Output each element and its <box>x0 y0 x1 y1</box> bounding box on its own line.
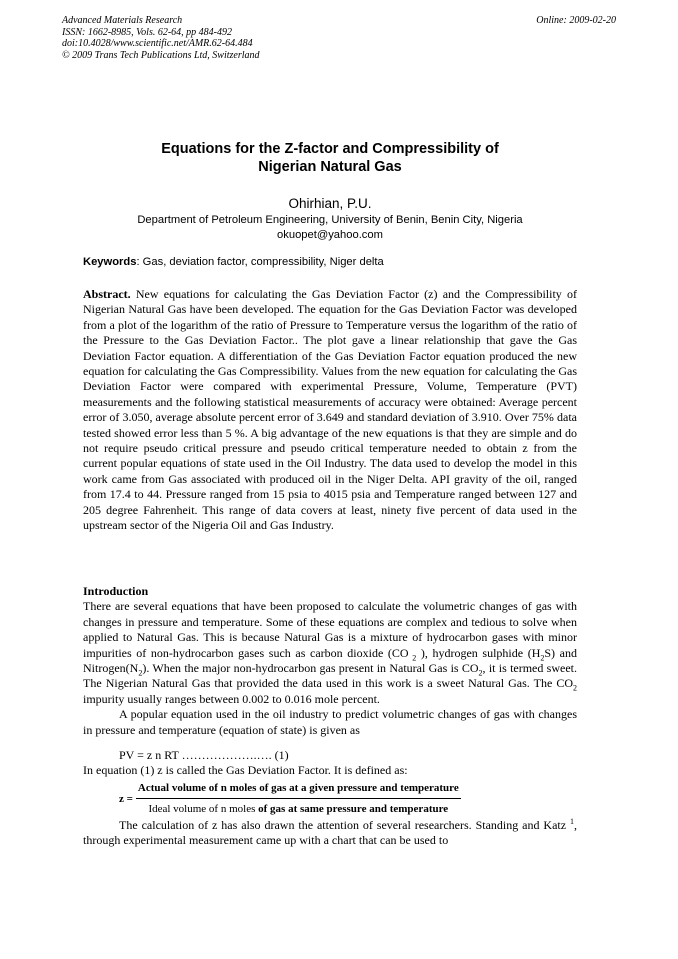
introduction-section <box>83 584 577 849</box>
p4-text-b: , through experimental measurement came up with a chart that can be used to <box>83 817 577 848</box>
online-date: Online: 2009-02-20 <box>536 15 616 26</box>
intro-paragraph-4 <box>83 818 577 849</box>
copyright-line: © 2009 Trans Tech Publications Ltd, Switzerland <box>62 49 260 61</box>
affiliation: Department of Petroleum Engineering, University of Benin, Benin City, Nigeria <box>137 214 523 226</box>
journal-name: Advanced Materials Research <box>62 15 183 26</box>
p4-text-a: The calculation of z has also drawn the attention of several researchers. Standing and Katz <box>119 817 570 832</box>
author-name: Ohirhian, P.U. <box>288 196 372 211</box>
h2s-subscript: 2 <box>540 653 545 663</box>
p1-text-e: , it is termed sweet. The Nigerian Natural Gas that provided the data used in this work is a sweet Natural Gas. The CO <box>83 661 577 691</box>
reference-1: 1 <box>570 816 574 826</box>
p1-text-d: ). When the major non-hydrocarbon gas present in Natural Gas is CO <box>142 661 479 676</box>
journal-header <box>62 15 260 61</box>
z-numerator: Actual volume of n moles of gas at a given pressure and temperature <box>136 781 461 799</box>
z-denominator <box>148 799 448 817</box>
title-line-2: Nigerian Natural Gas <box>258 159 402 175</box>
abstract-label: Abstract. <box>83 287 131 301</box>
z-factor-definition <box>119 781 577 818</box>
keywords-label: Keywords <box>83 256 137 268</box>
co2-subscript-3: 2 <box>573 683 577 693</box>
intro-paragraph-3: In equation (1) z is called the Gas Deviation Factor. It is defined as: <box>83 763 408 778</box>
doi-line: doi:10.4028/www.scientific.net/AMR.62-64.484 <box>62 38 253 49</box>
author-email: okuopet@yahoo.com <box>277 229 383 241</box>
intro-paragraph-1 <box>83 599 577 707</box>
abstract-paragraph <box>83 287 577 534</box>
keywords-line <box>83 256 577 268</box>
z-equals: z = <box>119 792 133 805</box>
introduction-heading: Introduction <box>83 584 149 598</box>
keywords-text: : Gas, deviation factor, compressibility, Niger delta <box>136 256 384 268</box>
p1-text-a: There are several equations that have been proposed to calculate the volumetric changes of gas with changes in pressure and temperature. Some of these equations are complex and tedious to solve when applied to Natural Gas. This is because Natural Gas is a mixture of hydrocarbon gases with minor impurities of non-hydrocarbon gases such as carbon dioxide (CO <box>83 599 577 660</box>
affiliation-block <box>83 213 577 243</box>
z-denominator-a: Ideal volume of n moles <box>148 803 259 816</box>
paper-title <box>83 140 577 176</box>
title-line-1: Equations for the Z-factor and Compressibility of <box>161 141 499 157</box>
issn-line: ISSN: 1662-8985, Vols. 62-64, pp 484-492 <box>62 26 232 38</box>
co2-subscript: 2 <box>412 653 417 663</box>
z-fraction <box>136 781 461 818</box>
intro-paragraph-2: A popular equation used in the oil industry to predict volumetric changes of gas with changes in pressure and temperature (equation of state) is given as <box>83 707 577 737</box>
p1-text-b: ), hydrogen sulphide (H <box>416 645 541 660</box>
abstract-text: New equations for calculating the Gas Deviation Factor (z) and the Compressibility of Nigerian Natural Gas have been developed. The equation for the Gas Deviation Factor was developed from a plot of the logarithm of the ratio of Pressure to Temperature versus the logarithm of the ratio of the Pressure to the Gas Deviation Factor.. The plot gave a linear relationship that gave the Gas Deviation Factor equation. A differentiation of the Gas Deviation Factor equation produced the new equation for calculating the Gas Compressibility. Values from the new equation for calculating the Gas Deviation Factor were compared with experimental Pressure, Volume, Temperature (PVT) measurements and the following statistical measurements of accuracy were obtained: Average percent error of 3.050, average absolute percent error of 3.649 and standard deviation of 3.910. Over 75% data tested showed error less than 5 %. A big advantage of the new equations is that they are simple and do not require pseudo critical pressure and pseudo critical temperature needed to obtain z from the current popular equations of state used in the Oil Industry. The data used to develop the model in this work came from Gas associated with produced oil in the Niger Delta. API gravity of the oil, ranged from 17.4 to 44. Pressure ranged from 15 psia to 4015 psia and Temperature ranged between 127 and 205 degree Fahrenheit. This range of data covers at least, ninety five percent of data used in the upstream sector of the Nigeria Oil and Gas Industry. <box>83 287 577 533</box>
p1-text-f: impurity usually ranges between 0.002 to 0.016 mole percent. <box>83 691 380 706</box>
z-denominator-b: of gas at same pressure and temperature <box>258 803 449 816</box>
co2-subscript-2: 2 <box>478 668 483 678</box>
n2-subscript: 2 <box>138 668 143 678</box>
p1-text-c: S) and Nitrogen(N <box>83 645 577 676</box>
equation-1: PV = z n RT ……………….…. (1) <box>119 748 289 763</box>
